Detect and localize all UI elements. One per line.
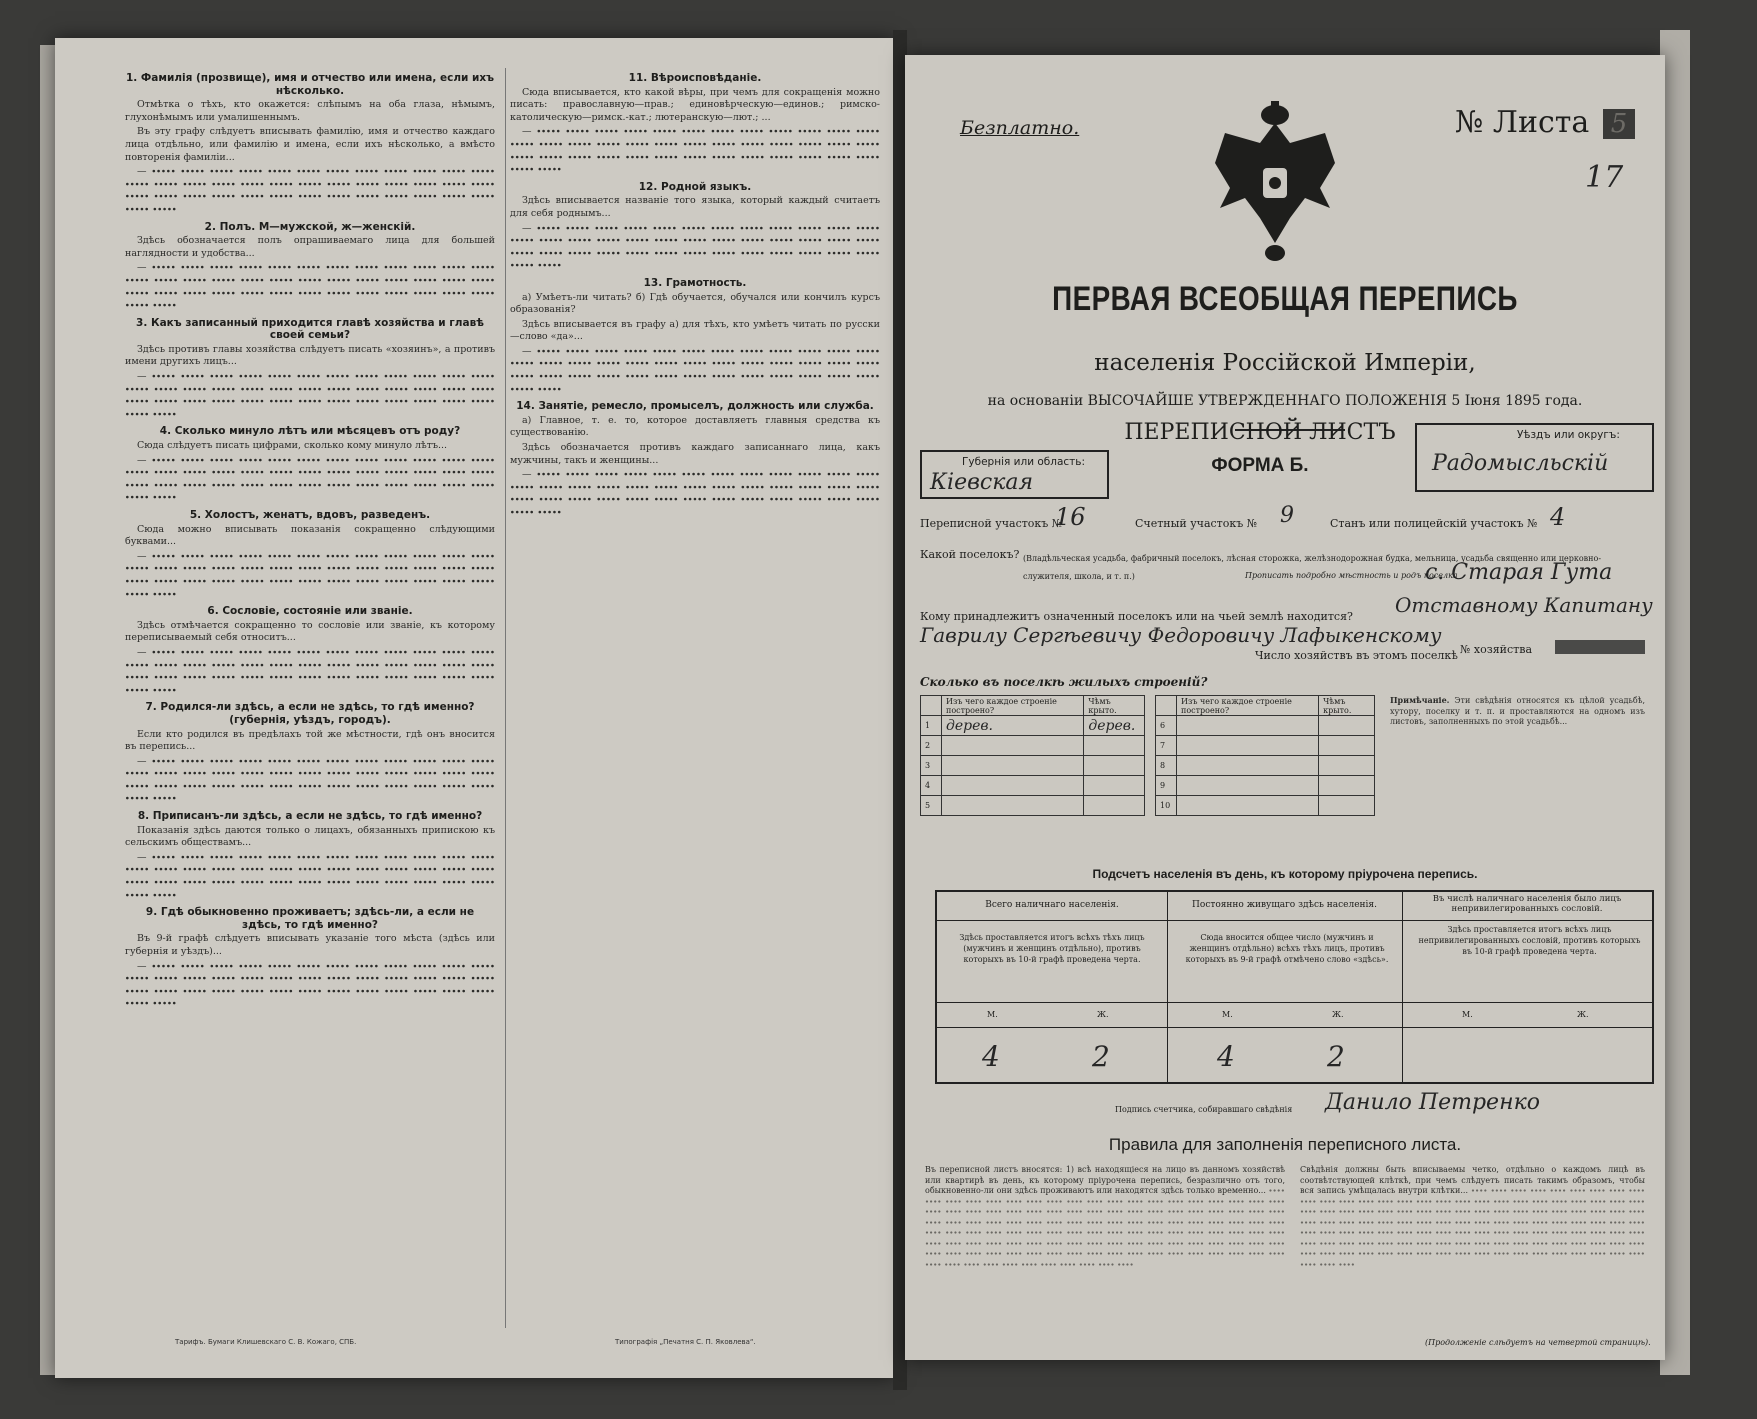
- settlement-hint-2: Прописать подробно мѣстность и родъ поселка: [1245, 571, 1458, 580]
- section-heading: 8. Приписанъ-ли здѣсь, а если не здѣсь, то гдѣ именно?: [137, 810, 483, 823]
- section-body-text: — ∙∙∙∙∙ ∙∙∙∙∙ ∙∙∙∙∙ ∙∙∙∙∙ ∙∙∙∙∙ ∙∙∙∙∙ ∙∙∙∙∙ ∙∙∙∙∙ ∙∙∙∙∙ ∙∙∙∙∙ ∙∙∙∙∙ ∙∙∙∙∙ ∙∙∙∙∙ ∙∙∙∙∙ ∙∙∙∙∙ ∙∙∙∙∙ ∙∙∙∙∙ ∙∙∙∙∙ ∙∙∙∙∙ ∙∙∙∙∙ ∙∙∙∙∙ ∙∙∙∙∙ ∙∙∙∙∙ ∙∙∙∙∙ ∙∙∙∙∙ ∙∙∙∙∙ ∙∙∙∙∙ ∙∙∙∙∙ ∙∙∙∙∙ ∙∙∙∙∙ ∙∙∙∙∙ ∙∙∙∙∙ ∙∙∙∙∙ ∙∙∙∙∙ ∙∙∙∙∙ ∙∙∙∙∙ ∙∙∙∙∙ ∙∙∙∙∙ ∙∙∙∙∙ ∙∙∙∙∙: [125, 851, 495, 901]
- printer-footer-right: Типографія „Печатня С. П. Яковлева“.: [615, 1338, 756, 1346]
- present-f-value: 2: [1092, 1040, 1110, 1073]
- section-heading: 6. Сословіе, состояніе или званіе.: [207, 605, 413, 618]
- count-divider: [937, 920, 1652, 921]
- uezd-box: [1415, 423, 1654, 492]
- present-m-label: М.: [987, 1010, 998, 1019]
- census-district-label: Переписной участокъ №: [920, 517, 1063, 530]
- rules-left-filler: ∙∙∙∙ ∙∙∙∙ ∙∙∙∙ ∙∙∙∙ ∙∙∙∙ ∙∙∙∙ ∙∙∙∙ ∙∙∙∙ ∙∙∙∙ ∙∙∙∙ ∙∙∙∙ ∙∙∙∙ ∙∙∙∙ ∙∙∙∙ ∙∙∙∙ ∙∙∙∙ ∙∙∙∙ ∙∙∙∙ ∙∙∙∙ ∙∙∙∙ ∙∙∙∙ ∙∙∙∙ ∙∙∙∙ ∙∙∙∙ ∙∙∙∙ ∙∙∙∙ ∙∙∙∙ ∙∙∙∙ ∙∙∙∙ ∙∙∙∙ ∙∙∙∙ ∙∙∙∙ ∙∙∙∙ ∙∙∙∙ ∙∙∙∙ ∙∙∙∙ ∙∙∙∙ ∙∙∙∙ ∙∙∙∙ ∙∙∙∙ ∙∙∙∙ ∙∙∙∙ ∙∙∙∙ ∙∙∙∙ ∙∙∙∙ ∙∙∙∙ ∙∙∙∙ ∙∙∙∙ ∙∙∙∙ ∙∙∙∙ ∙∙∙∙ ∙∙∙∙ ∙∙∙∙ ∙∙∙∙ ∙∙∙∙ ∙∙∙∙ ∙∙∙∙ ∙∙∙∙ ∙∙∙∙ ∙∙∙∙ ∙∙∙∙ ∙∙∙∙ ∙∙∙∙ ∙∙∙∙ ∙∙∙∙ ∙∙∙∙ ∙∙∙∙ ∙∙∙∙ ∙∙∙∙ ∙∙∙∙ ∙∙∙∙ ∙∙∙∙ ∙∙∙∙ ∙∙∙∙ ∙∙∙∙ ∙∙∙∙ ∙∙∙∙ ∙∙∙∙ ∙∙∙∙ ∙∙∙∙ ∙∙∙∙ ∙∙∙∙ ∙∙∙∙ ∙∙∙∙ ∙∙∙∙ ∙∙∙∙ ∙∙∙∙ ∙∙∙∙ ∙∙∙∙ ∙∙∙∙ ∙∙∙∙ ∙∙∙∙ ∙∙∙∙ ∙∙∙∙ ∙∙∙∙ ∙∙∙∙ ∙∙∙∙ ∙∙∙∙ ∙∙∙∙ ∙∙∙∙ ∙∙∙∙ ∙∙∙∙ ∙∙∙∙ ∙∙∙∙ ∙∙∙∙ ∙∙∙∙ ∙∙∙∙ ∙∙∙∙ ∙∙∙∙ ∙∙∙∙ ∙∙∙∙ ∙∙∙∙ ∙∙∙∙ ∙∙∙∙ ∙∙∙∙ ∙∙∙∙ ∙∙∙∙ ∙∙∙∙ ∙∙∙∙ ∙∙∙∙: [925, 1186, 1285, 1269]
- count-desc-permanent: Сюда вносится общее число (мужчинъ и женщинъ отдѣльно) всѣхъ тѣхъ лицъ, противъ которыхъ въ 9-й графѣ отмѣчено слово «здѣсь».: [1185, 933, 1389, 964]
- note-title: Примѣчаніе.: [1390, 695, 1450, 705]
- buildings-note: [1390, 695, 1645, 845]
- rules-left-lead: Въ переписной листъ вносятся: 1) всѣ находящіеся на лицо въ данномъ хозяйствѣ или квартирѣ въ день, къ которому пріурочена перепись, безразлично отъ того, обыкновенно-ли они здѣсь проживаютъ или находятся здѣсь только временно...: [925, 1165, 1285, 1195]
- count-divider: [937, 1002, 1652, 1003]
- rules-right-filler: ∙∙∙∙ ∙∙∙∙ ∙∙∙∙ ∙∙∙∙ ∙∙∙∙ ∙∙∙∙ ∙∙∙∙ ∙∙∙∙ ∙∙∙∙ ∙∙∙∙ ∙∙∙∙ ∙∙∙∙ ∙∙∙∙ ∙∙∙∙ ∙∙∙∙ ∙∙∙∙ ∙∙∙∙ ∙∙∙∙ ∙∙∙∙ ∙∙∙∙ ∙∙∙∙ ∙∙∙∙ ∙∙∙∙ ∙∙∙∙ ∙∙∙∙ ∙∙∙∙ ∙∙∙∙ ∙∙∙∙ ∙∙∙∙ ∙∙∙∙ ∙∙∙∙ ∙∙∙∙ ∙∙∙∙ ∙∙∙∙ ∙∙∙∙ ∙∙∙∙ ∙∙∙∙ ∙∙∙∙ ∙∙∙∙ ∙∙∙∙ ∙∙∙∙ ∙∙∙∙ ∙∙∙∙ ∙∙∙∙ ∙∙∙∙ ∙∙∙∙ ∙∙∙∙ ∙∙∙∙ ∙∙∙∙ ∙∙∙∙ ∙∙∙∙ ∙∙∙∙ ∙∙∙∙ ∙∙∙∙ ∙∙∙∙ ∙∙∙∙ ∙∙∙∙ ∙∙∙∙ ∙∙∙∙ ∙∙∙∙ ∙∙∙∙ ∙∙∙∙ ∙∙∙∙ ∙∙∙∙ ∙∙∙∙ ∙∙∙∙ ∙∙∙∙ ∙∙∙∙ ∙∙∙∙ ∙∙∙∙ ∙∙∙∙ ∙∙∙∙ ∙∙∙∙ ∙∙∙∙ ∙∙∙∙ ∙∙∙∙ ∙∙∙∙ ∙∙∙∙ ∙∙∙∙ ∙∙∙∙ ∙∙∙∙ ∙∙∙∙ ∙∙∙∙ ∙∙∙∙ ∙∙∙∙ ∙∙∙∙ ∙∙∙∙ ∙∙∙∙ ∙∙∙∙ ∙∙∙∙ ∙∙∙∙ ∙∙∙∙ ∙∙∙∙ ∙∙∙∙ ∙∙∙∙ ∙∙∙∙ ∙∙∙∙ ∙∙∙∙ ∙∙∙∙ ∙∙∙∙ ∙∙∙∙ ∙∙∙∙ ∙∙∙∙ ∙∙∙∙ ∙∙∙∙ ∙∙∙∙ ∙∙∙∙ ∙∙∙∙ ∙∙∙∙ ∙∙∙∙ ∙∙∙∙ ∙∙∙∙ ∙∙∙∙ ∙∙∙∙ ∙∙∙∙ ∙∙∙∙ ∙∙∙∙ ∙∙∙∙ ∙∙∙∙ ∙∙∙∙: [1300, 1186, 1645, 1269]
- present-m-value: 4: [982, 1040, 1000, 1073]
- section-body-text: — ∙∙∙∙∙ ∙∙∙∙∙ ∙∙∙∙∙ ∙∙∙∙∙ ∙∙∙∙∙ ∙∙∙∙∙ ∙∙∙∙∙ ∙∙∙∙∙ ∙∙∙∙∙ ∙∙∙∙∙ ∙∙∙∙∙ ∙∙∙∙∙ ∙∙∙∙∙ ∙∙∙∙∙ ∙∙∙∙∙ ∙∙∙∙∙ ∙∙∙∙∙ ∙∙∙∙∙ ∙∙∙∙∙ ∙∙∙∙∙ ∙∙∙∙∙ ∙∙∙∙∙ ∙∙∙∙∙ ∙∙∙∙∙ ∙∙∙∙∙ ∙∙∙∙∙ ∙∙∙∙∙ ∙∙∙∙∙ ∙∙∙∙∙ ∙∙∙∙∙ ∙∙∙∙∙ ∙∙∙∙∙ ∙∙∙∙∙ ∙∙∙∙∙ ∙∙∙∙∙ ∙∙∙∙∙ ∙∙∙∙∙ ∙∙∙∙∙ ∙∙∙∙∙ ∙∙∙∙∙: [125, 262, 495, 312]
- signature-label: Подпись счетчика, собиравшаго свѣдѣнія: [1115, 1105, 1293, 1114]
- section-paragraph: Здѣсь вписывается въ графу а) для тѣхъ, кто умѣетъ читать по русски—слово «да»...: [510, 318, 880, 343]
- section-paragraph: Здѣсь отмѣчается сокращенно то сословіе или званіе, къ которому переписываемый себя относитъ...: [125, 619, 495, 644]
- section-heading: 3. Какъ записанный приходится главѣ хозяйства и главѣ своей семьи?: [136, 316, 484, 342]
- owner-value-line1: Отставному Капитану: [1395, 593, 1653, 617]
- left-page-instructions: [55, 38, 895, 1378]
- building-row: 7: [1156, 736, 1375, 756]
- gubernia-box: [920, 450, 1109, 499]
- count-head-present: Всего наличнаго населенія.: [985, 900, 1119, 910]
- owner-label: Кому принадлежитъ означенный поселокъ или на чьей землѣ находится?: [920, 610, 1353, 623]
- section-heading: 11. Вѣроисповѣданіе.: [628, 72, 762, 84]
- section-heading: 14. Занятіе, ремесло, промыселъ, должность или служба.: [516, 400, 874, 413]
- section-paragraph: Сюда слѣдуетъ писать цифрами, сколько кому минуло лѣтъ...: [137, 440, 448, 452]
- building-row: 9: [1156, 776, 1375, 796]
- owner-value-line2: Гаврилу Сергѣевичу Федоровичу Лафыкенскому: [920, 623, 1442, 647]
- count-desc-unprivileged: Здѣсь проставляется итогъ всѣхъ лицъ непривилегированныхъ сословій, противъ которыхъ въ 10-й графѣ проведена черта.: [1418, 925, 1641, 956]
- sheet-number: [1455, 105, 1635, 140]
- gubernia-label: Губернія или область:: [962, 456, 1086, 468]
- right-page-census-form: [905, 55, 1665, 1360]
- households-label: Число хозяйствъ въ этомъ поселкѣ: [1255, 649, 1458, 662]
- section-body-text: — ∙∙∙∙∙ ∙∙∙∙∙ ∙∙∙∙∙ ∙∙∙∙∙ ∙∙∙∙∙ ∙∙∙∙∙ ∙∙∙∙∙ ∙∙∙∙∙ ∙∙∙∙∙ ∙∙∙∙∙ ∙∙∙∙∙ ∙∙∙∙∙ ∙∙∙∙∙ ∙∙∙∙∙ ∙∙∙∙∙ ∙∙∙∙∙ ∙∙∙∙∙ ∙∙∙∙∙ ∙∙∙∙∙ ∙∙∙∙∙ ∙∙∙∙∙ ∙∙∙∙∙ ∙∙∙∙∙ ∙∙∙∙∙ ∙∙∙∙∙ ∙∙∙∙∙ ∙∙∙∙∙ ∙∙∙∙∙ ∙∙∙∙∙ ∙∙∙∙∙ ∙∙∙∙∙ ∙∙∙∙∙ ∙∙∙∙∙ ∙∙∙∙∙ ∙∙∙∙∙ ∙∙∙∙∙ ∙∙∙∙∙ ∙∙∙∙∙ ∙∙∙∙∙ ∙∙∙∙∙: [510, 469, 880, 518]
- count-head-unprivileged: Въ числѣ наличнаго населенія было лицъ непривилегированныхъ сословій.: [1432, 894, 1622, 914]
- building-row: 3: [921, 756, 1145, 776]
- section-body-text: — ∙∙∙∙∙ ∙∙∙∙∙ ∙∙∙∙∙ ∙∙∙∙∙ ∙∙∙∙∙ ∙∙∙∙∙ ∙∙∙∙∙ ∙∙∙∙∙ ∙∙∙∙∙ ∙∙∙∙∙ ∙∙∙∙∙ ∙∙∙∙∙ ∙∙∙∙∙ ∙∙∙∙∙ ∙∙∙∙∙ ∙∙∙∙∙ ∙∙∙∙∙ ∙∙∙∙∙ ∙∙∙∙∙ ∙∙∙∙∙ ∙∙∙∙∙ ∙∙∙∙∙ ∙∙∙∙∙ ∙∙∙∙∙ ∙∙∙∙∙ ∙∙∙∙∙ ∙∙∙∙∙ ∙∙∙∙∙ ∙∙∙∙∙ ∙∙∙∙∙ ∙∙∙∙∙ ∙∙∙∙∙ ∙∙∙∙∙ ∙∙∙∙∙ ∙∙∙∙∙ ∙∙∙∙∙ ∙∙∙∙∙ ∙∙∙∙∙ ∙∙∙∙∙ ∙∙∙∙∙: [125, 371, 495, 420]
- settlement-hint: (Владѣльческая усадьба, фабричный поселокъ, лѣсная сторожка, желѣзнодорожная будка, мельница, усадьба священно или церковно-служителя, школа, и т. п.): [1023, 554, 1602, 581]
- permanent-m-label: М.: [1222, 1010, 1233, 1019]
- present-f-label: Ж.: [1097, 1010, 1109, 1019]
- printer-footer-left: Тарифъ. Бумаги Клишевскаго С. В. Кожаго, СПБ.: [175, 1338, 357, 1346]
- buildings-table-left: [920, 695, 1145, 816]
- section-heading: 1. Фамилія (прозвище), имя и отчество или имена, если ихъ нѣсколько.: [125, 72, 495, 97]
- handwritten-corner-number: 17: [1585, 160, 1624, 195]
- population-count-box: [935, 890, 1654, 1084]
- section-body-text: — ∙∙∙∙∙ ∙∙∙∙∙ ∙∙∙∙∙ ∙∙∙∙∙ ∙∙∙∙∙ ∙∙∙∙∙ ∙∙∙∙∙ ∙∙∙∙∙ ∙∙∙∙∙ ∙∙∙∙∙ ∙∙∙∙∙ ∙∙∙∙∙ ∙∙∙∙∙ ∙∙∙∙∙ ∙∙∙∙∙ ∙∙∙∙∙ ∙∙∙∙∙ ∙∙∙∙∙ ∙∙∙∙∙ ∙∙∙∙∙ ∙∙∙∙∙ ∙∙∙∙∙ ∙∙∙∙∙ ∙∙∙∙∙ ∙∙∙∙∙ ∙∙∙∙∙ ∙∙∙∙∙ ∙∙∙∙∙ ∙∙∙∙∙ ∙∙∙∙∙ ∙∙∙∙∙ ∙∙∙∙∙ ∙∙∙∙∙ ∙∙∙∙∙ ∙∙∙∙∙ ∙∙∙∙∙ ∙∙∙∙∙ ∙∙∙∙∙ ∙∙∙∙∙ ∙∙∙∙∙: [125, 454, 495, 504]
- section-heading: 12. Родной языкъ.: [638, 180, 752, 193]
- section-heading: 4. Сколько минуло лѣтъ или мѣсяцевъ отъ роду?: [159, 425, 461, 438]
- section-body-text: — ∙∙∙∙∙ ∙∙∙∙∙ ∙∙∙∙∙ ∙∙∙∙∙ ∙∙∙∙∙ ∙∙∙∙∙ ∙∙∙∙∙ ∙∙∙∙∙ ∙∙∙∙∙ ∙∙∙∙∙ ∙∙∙∙∙ ∙∙∙∙∙ ∙∙∙∙∙ ∙∙∙∙∙ ∙∙∙∙∙ ∙∙∙∙∙ ∙∙∙∙∙ ∙∙∙∙∙ ∙∙∙∙∙ ∙∙∙∙∙ ∙∙∙∙∙ ∙∙∙∙∙ ∙∙∙∙∙ ∙∙∙∙∙ ∙∙∙∙∙ ∙∙∙∙∙ ∙∙∙∙∙ ∙∙∙∙∙ ∙∙∙∙∙ ∙∙∙∙∙ ∙∙∙∙∙ ∙∙∙∙∙ ∙∙∙∙∙ ∙∙∙∙∙ ∙∙∙∙∙ ∙∙∙∙∙ ∙∙∙∙∙ ∙∙∙∙∙ ∙∙∙∙∙ ∙∙∙∙∙: [125, 166, 495, 215]
- section-paragraph: Въ эту графу слѣдуетъ вписывать фамилію, имя и отчество каждаго лица отдѣльно, или фамилію и имена, если ихъ нѣсколько, а вмѣсто повторенія фамиліи...: [125, 126, 495, 163]
- section-paragraph: Въ 9-й графѣ слѣдуетъ вписывать указаніе того мѣста (здѣсь или губернія и уѣздъ)...: [125, 933, 495, 957]
- count-desc-present: Здѣсь проставляется итогъ всѣхъ тѣхъ лицъ (мужчинъ и женщинъ отдѣльно), противъ которыхъ въ 10-й графѣ проведена черта.: [959, 933, 1145, 964]
- section-body-text: — ∙∙∙∙∙ ∙∙∙∙∙ ∙∙∙∙∙ ∙∙∙∙∙ ∙∙∙∙∙ ∙∙∙∙∙ ∙∙∙∙∙ ∙∙∙∙∙ ∙∙∙∙∙ ∙∙∙∙∙ ∙∙∙∙∙ ∙∙∙∙∙ ∙∙∙∙∙ ∙∙∙∙∙ ∙∙∙∙∙ ∙∙∙∙∙ ∙∙∙∙∙ ∙∙∙∙∙ ∙∙∙∙∙ ∙∙∙∙∙ ∙∙∙∙∙ ∙∙∙∙∙ ∙∙∙∙∙ ∙∙∙∙∙ ∙∙∙∙∙ ∙∙∙∙∙ ∙∙∙∙∙ ∙∙∙∙∙ ∙∙∙∙∙ ∙∙∙∙∙ ∙∙∙∙∙ ∙∙∙∙∙ ∙∙∙∙∙ ∙∙∙∙∙ ∙∙∙∙∙ ∙∙∙∙∙ ∙∙∙∙∙ ∙∙∙∙∙ ∙∙∙∙∙ ∙∙∙∙∙: [125, 550, 495, 600]
- section-paragraph: Если кто родился въ предѣлахъ той же мѣстности, гдѣ онъ вносится въ перепись...: [125, 728, 495, 753]
- section-heading: 7. Родился-ли здѣсь, а если не здѣсь, то гдѣ именно? (губернія, уѣздъ, городъ).: [145, 701, 475, 726]
- section-body-text: — ∙∙∙∙∙ ∙∙∙∙∙ ∙∙∙∙∙ ∙∙∙∙∙ ∙∙∙∙∙ ∙∙∙∙∙ ∙∙∙∙∙ ∙∙∙∙∙ ∙∙∙∙∙ ∙∙∙∙∙ ∙∙∙∙∙ ∙∙∙∙∙ ∙∙∙∙∙ ∙∙∙∙∙ ∙∙∙∙∙ ∙∙∙∙∙ ∙∙∙∙∙ ∙∙∙∙∙ ∙∙∙∙∙ ∙∙∙∙∙ ∙∙∙∙∙ ∙∙∙∙∙ ∙∙∙∙∙ ∙∙∙∙∙ ∙∙∙∙∙ ∙∙∙∙∙ ∙∙∙∙∙ ∙∙∙∙∙ ∙∙∙∙∙ ∙∙∙∙∙ ∙∙∙∙∙ ∙∙∙∙∙ ∙∙∙∙∙ ∙∙∙∙∙ ∙∙∙∙∙ ∙∙∙∙∙ ∙∙∙∙∙ ∙∙∙∙∙ ∙∙∙∙∙ ∙∙∙∙∙: [510, 126, 880, 176]
- settlement-value: с. Старая Гута: [1425, 560, 1613, 585]
- count-divider: [937, 1027, 1652, 1028]
- permanent-f-label: Ж.: [1332, 1010, 1344, 1019]
- section-paragraph: а) Главное, т. е. то, которое доставляетъ главныя средства къ существованію.: [510, 414, 880, 439]
- signature-value: Данило Петренко: [1325, 1090, 1540, 1115]
- section-paragraph: Здѣсь обозначается противъ каждаго записаннаго лица, какъ мужчины, такъ и женщины...: [510, 442, 880, 466]
- section-paragraph: Отмѣтка о тѣхъ, кто окажется: слѣпымъ на оба глаза, нѣмымъ, глухонѣмымъ или умалишеннымъ.: [125, 99, 495, 123]
- section-paragraph: Здѣсь вписывается названіе того языка, который каждый считаетъ для себя роднымъ...: [510, 195, 880, 219]
- section-paragraph: Здѣсь обозначается полъ опрашиваемаго лица для большей наглядности и удобства...: [125, 235, 495, 259]
- free-label: Безплатно.: [960, 117, 1080, 139]
- section-body-text: — ∙∙∙∙∙ ∙∙∙∙∙ ∙∙∙∙∙ ∙∙∙∙∙ ∙∙∙∙∙ ∙∙∙∙∙ ∙∙∙∙∙ ∙∙∙∙∙ ∙∙∙∙∙ ∙∙∙∙∙ ∙∙∙∙∙ ∙∙∙∙∙ ∙∙∙∙∙ ∙∙∙∙∙ ∙∙∙∙∙ ∙∙∙∙∙ ∙∙∙∙∙ ∙∙∙∙∙ ∙∙∙∙∙ ∙∙∙∙∙ ∙∙∙∙∙ ∙∙∙∙∙ ∙∙∙∙∙ ∙∙∙∙∙ ∙∙∙∙∙ ∙∙∙∙∙ ∙∙∙∙∙ ∙∙∙∙∙ ∙∙∙∙∙ ∙∙∙∙∙ ∙∙∙∙∙ ∙∙∙∙∙ ∙∙∙∙∙ ∙∙∙∙∙ ∙∙∙∙∙ ∙∙∙∙∙ ∙∙∙∙∙ ∙∙∙∙∙ ∙∙∙∙∙ ∙∙∙∙∙: [510, 222, 880, 272]
- section-paragraph: Показанія здѣсь даются только о лицахъ, обязанныхъ припискою къ сельскимъ обществамъ...: [125, 824, 495, 849]
- imperial-eagle-crest: [1205, 93, 1345, 268]
- census-basis: на основаніи ВЫСОЧАЙШЕ УТВЕРЖДЕННАГО ПОЛОЖЕНІЯ 5 Іюня 1895 года.: [987, 393, 1583, 409]
- section-paragraph: Сюда можно вписывать показанія сокращенно слѣдующими буквами...: [125, 523, 495, 548]
- permanent-m-value: 4: [1217, 1040, 1235, 1073]
- column-divider: [505, 68, 506, 1328]
- form-subtitle: ФОРМА Б.: [1211, 455, 1309, 476]
- building-row: 5: [921, 796, 1145, 816]
- section-body-text: — ∙∙∙∙∙ ∙∙∙∙∙ ∙∙∙∙∙ ∙∙∙∙∙ ∙∙∙∙∙ ∙∙∙∙∙ ∙∙∙∙∙ ∙∙∙∙∙ ∙∙∙∙∙ ∙∙∙∙∙ ∙∙∙∙∙ ∙∙∙∙∙ ∙∙∙∙∙ ∙∙∙∙∙ ∙∙∙∙∙ ∙∙∙∙∙ ∙∙∙∙∙ ∙∙∙∙∙ ∙∙∙∙∙ ∙∙∙∙∙ ∙∙∙∙∙ ∙∙∙∙∙ ∙∙∙∙∙ ∙∙∙∙∙ ∙∙∙∙∙ ∙∙∙∙∙ ∙∙∙∙∙ ∙∙∙∙∙ ∙∙∙∙∙ ∙∙∙∙∙ ∙∙∙∙∙ ∙∙∙∙∙ ∙∙∙∙∙ ∙∙∙∙∙ ∙∙∙∙∙ ∙∙∙∙∙ ∙∙∙∙∙ ∙∙∙∙∙ ∙∙∙∙∙ ∙∙∙∙∙: [125, 646, 495, 696]
- continued-note: (Продолженіе слѣдуетъ на четвертой страницѣ).: [1425, 1338, 1651, 1347]
- count-district-label: Счетный участокъ №: [1135, 517, 1258, 530]
- household-number-redaction: [1555, 640, 1645, 654]
- building-row: 6: [1156, 716, 1375, 736]
- uezd-label: Уѣздъ или округъ:: [1517, 429, 1620, 441]
- building-row: 2: [921, 736, 1145, 756]
- section-body-text: — ∙∙∙∙∙ ∙∙∙∙∙ ∙∙∙∙∙ ∙∙∙∙∙ ∙∙∙∙∙ ∙∙∙∙∙ ∙∙∙∙∙ ∙∙∙∙∙ ∙∙∙∙∙ ∙∙∙∙∙ ∙∙∙∙∙ ∙∙∙∙∙ ∙∙∙∙∙ ∙∙∙∙∙ ∙∙∙∙∙ ∙∙∙∙∙ ∙∙∙∙∙ ∙∙∙∙∙ ∙∙∙∙∙ ∙∙∙∙∙ ∙∙∙∙∙ ∙∙∙∙∙ ∙∙∙∙∙ ∙∙∙∙∙ ∙∙∙∙∙ ∙∙∙∙∙ ∙∙∙∙∙ ∙∙∙∙∙ ∙∙∙∙∙ ∙∙∙∙∙ ∙∙∙∙∙ ∙∙∙∙∙ ∙∙∙∙∙ ∙∙∙∙∙ ∙∙∙∙∙ ∙∙∙∙∙ ∙∙∙∙∙ ∙∙∙∙∙ ∙∙∙∙∙ ∙∙∙∙∙: [510, 345, 880, 395]
- gubernia-value: Кіевская: [930, 470, 1034, 495]
- section-body-text: — ∙∙∙∙∙ ∙∙∙∙∙ ∙∙∙∙∙ ∙∙∙∙∙ ∙∙∙∙∙ ∙∙∙∙∙ ∙∙∙∙∙ ∙∙∙∙∙ ∙∙∙∙∙ ∙∙∙∙∙ ∙∙∙∙∙ ∙∙∙∙∙ ∙∙∙∙∙ ∙∙∙∙∙ ∙∙∙∙∙ ∙∙∙∙∙ ∙∙∙∙∙ ∙∙∙∙∙ ∙∙∙∙∙ ∙∙∙∙∙ ∙∙∙∙∙ ∙∙∙∙∙ ∙∙∙∙∙ ∙∙∙∙∙ ∙∙∙∙∙ ∙∙∙∙∙ ∙∙∙∙∙ ∙∙∙∙∙ ∙∙∙∙∙ ∙∙∙∙∙ ∙∙∙∙∙ ∙∙∙∙∙ ∙∙∙∙∙ ∙∙∙∙∙ ∙∙∙∙∙ ∙∙∙∙∙ ∙∙∙∙∙ ∙∙∙∙∙ ∙∙∙∙∙ ∙∙∙∙∙: [125, 755, 495, 805]
- stan-value: 4: [1550, 503, 1566, 531]
- household-number-label: № хозяйства: [1460, 643, 1532, 656]
- census-district-value: 16: [1055, 503, 1086, 531]
- count-district-value: 9: [1280, 503, 1294, 528]
- rules-right-lead: Свѣдѣнія должны быть вписываемы четко, отдѣльно о каждомъ лицѣ въ соотвѣтствующей клѣткѣ, при чемъ слѣдуетъ писать такимъ образомъ, чтобы вся запись умѣщалась внутри клѣтки...: [1300, 1165, 1645, 1195]
- section-heading: 13. Грамотность.: [643, 276, 747, 289]
- building-row: 10: [1156, 796, 1375, 816]
- section-heading: 9. Гдѣ обыкновенно проживаетъ; здѣсь-ли, а если не здѣсь, то гдѣ именно?: [145, 906, 475, 931]
- section-paragraph: Здѣсь противъ главы хозяйства слѣдуетъ писать «хозяинъ», а противъ имени другихъ лицъ...: [125, 343, 495, 368]
- instructions-column-1: [125, 68, 495, 1328]
- form-title: ПЕРЕПИСНОЙ ЛИСТЪ: [1124, 420, 1396, 445]
- buildings-title: Сколько въ поселкѣ жилыхъ строеній?: [920, 675, 1208, 689]
- instructions-column-2: [510, 68, 880, 1328]
- note-text: Эти свѣдѣнія относятся къ цѣлой усадьбѣ, хутору, поселку и т. п. и проставляются на одномъ изъ листовъ, заполненныхъ по этой усадьбѣ...: [1390, 696, 1645, 726]
- sheet-number-label: № Листа: [1455, 105, 1590, 140]
- section-paragraph: Сюда вписывается, кто какой вѣры, при чемъ для сокращенія можно писать: православную—прав.; единовѣрческую—единов.; римско-католическую—римск.-кат.; лютеранскую—лют.; ...: [510, 86, 880, 123]
- building-row: 4: [921, 776, 1145, 796]
- buildings-col-roof: Чѣмъ крыто.: [1084, 696, 1145, 716]
- buildings-col-material: Изъ чего каждое строеніе построено?: [942, 696, 1084, 716]
- settlement-label: Какой поселокъ?: [920, 548, 1020, 561]
- uezd-value: Радомысльскій: [1432, 451, 1609, 476]
- count-head-permanent: Постоянно живущаго здѣсь населенія.: [1192, 900, 1377, 910]
- stan-label: Станъ или полицейскій участокъ №: [1330, 517, 1538, 530]
- buildings-table-right: Изъ чего каждое строеніе построено? Чѣмъ крыто. 6 7 8 9 10: [1155, 695, 1375, 816]
- section-body-text: — ∙∙∙∙∙ ∙∙∙∙∙ ∙∙∙∙∙ ∙∙∙∙∙ ∙∙∙∙∙ ∙∙∙∙∙ ∙∙∙∙∙ ∙∙∙∙∙ ∙∙∙∙∙ ∙∙∙∙∙ ∙∙∙∙∙ ∙∙∙∙∙ ∙∙∙∙∙ ∙∙∙∙∙ ∙∙∙∙∙ ∙∙∙∙∙ ∙∙∙∙∙ ∙∙∙∙∙ ∙∙∙∙∙ ∙∙∙∙∙ ∙∙∙∙∙ ∙∙∙∙∙ ∙∙∙∙∙ ∙∙∙∙∙ ∙∙∙∙∙ ∙∙∙∙∙ ∙∙∙∙∙ ∙∙∙∙∙ ∙∙∙∙∙ ∙∙∙∙∙ ∙∙∙∙∙ ∙∙∙∙∙ ∙∙∙∙∙ ∙∙∙∙∙ ∙∙∙∙∙ ∙∙∙∙∙ ∙∙∙∙∙ ∙∙∙∙∙ ∙∙∙∙∙ ∙∙∙∙∙: [125, 960, 495, 1010]
- rules-text-right: [1300, 1165, 1645, 1335]
- building-row: 8: [1156, 756, 1375, 776]
- rules-text-left: [925, 1165, 1285, 1350]
- rules-title: Правила для заполненія переписного листа.: [1108, 1135, 1462, 1154]
- section-heading: 5. Холостъ, женатъ, вдовъ, разведенъ.: [189, 509, 431, 521]
- sheet-number-value: 5: [1603, 109, 1636, 139]
- unprivileged-m-label: М.: [1462, 1010, 1473, 1019]
- permanent-f-value: 2: [1327, 1040, 1345, 1073]
- census-main-title: ПЕРВАЯ ВСЕОБЩАЯ ПЕРЕПИСЬ: [1052, 280, 1518, 318]
- section-paragraph: а) Умѣетъ-ли читать? б) Гдѣ обучается, обучался или кончилъ курсъ образованія?: [510, 291, 880, 316]
- count-title: Подсчетъ населенія въ день, къ которому пріурочена перепись.: [1092, 867, 1478, 881]
- unprivileged-f-label: Ж.: [1577, 1010, 1589, 1019]
- section-heading: 2. Полъ. М—мужской, ж—женскій.: [204, 220, 416, 233]
- building-row: 1 дерев. дерев.: [921, 716, 1145, 736]
- census-subtitle: населенія Россійской Имперіи,: [1094, 350, 1476, 376]
